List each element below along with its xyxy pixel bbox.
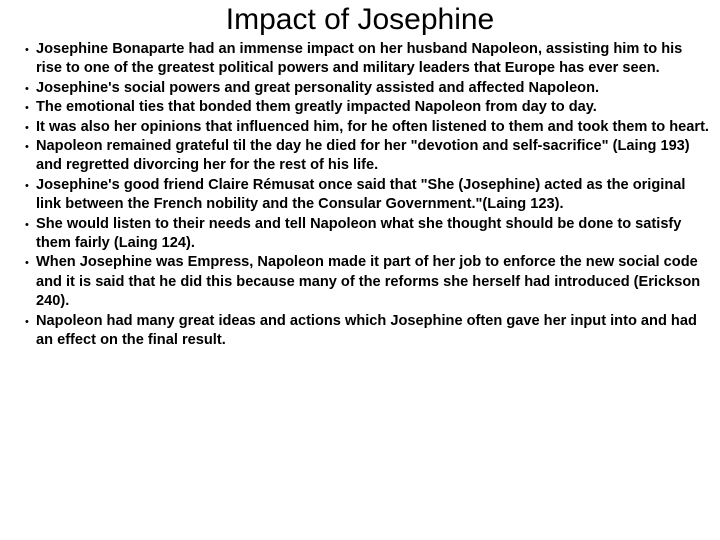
bullet-item: [0, 118, 720, 137]
bullet-item: [0, 79, 720, 98]
bullet-icon: •: [25, 179, 29, 192]
bullet-text: Josephine Bonaparte had an immense impact on her husband Napoleon, assisting him to his rise to one of the greatest political powers and military leaders that Europe has ever seen.: [36, 41, 683, 77]
bullet-icon: •: [25, 315, 29, 328]
bullet-text: When Josephine was Empress, Napoleon made it part of her job to enforce the new social code and it is said that he did this because many of the reforms she herself had introduced (Erickson 240).: [36, 254, 701, 310]
slide-title: Impact of Josephine: [225, 3, 495, 36]
bullet-item: [0, 137, 720, 176]
bullet-text: Napoleon had many great ideas and actions which Josephine often gave her input into and had an effect on the final result.: [36, 312, 697, 349]
bullet-item: [0, 215, 720, 254]
bullet-icon: •: [25, 121, 29, 134]
bullet-text: Josephine's social powers and great personality assisted and affected Napoleon.: [36, 79, 600, 96]
bullet-item: [0, 40, 720, 79]
bullet-text: Napoleon remained grateful til the day he died for her "devotion and self-sacrifice" (Laing 193) and regretted divorcing her for the rest of his life.: [36, 138, 690, 174]
bullet-item: [0, 312, 720, 351]
bullet-icon: •: [25, 257, 29, 270]
bullet-icon: •: [25, 218, 29, 231]
bullet-item: [0, 98, 720, 117]
bullet-item: [0, 253, 720, 311]
bullet-text: The emotional ties that bonded them greatly impacted Napoleon from day to day.: [36, 99, 597, 116]
bullet-icon: •: [25, 82, 29, 95]
bullet-icon: •: [25, 102, 29, 115]
bullet-item: [0, 176, 720, 215]
bullet-list: [0, 40, 720, 351]
bullet-text: Josephine's good friend Claire Rémusat once said that "She (Josephine) acted as the original link between the French nobility and the Consular Government."(Laing 123).: [36, 176, 686, 213]
bullet-icon: •: [25, 44, 29, 56]
bullet-text: It was also her opinions that influenced him, for he often listened to them and took them to heart.: [36, 118, 709, 135]
bullet-text: She would listen to their needs and tell Napoleon what she thought should be done to satisfy them fairly (Laing 124).: [36, 215, 682, 252]
bullet-icon: •: [25, 141, 29, 154]
